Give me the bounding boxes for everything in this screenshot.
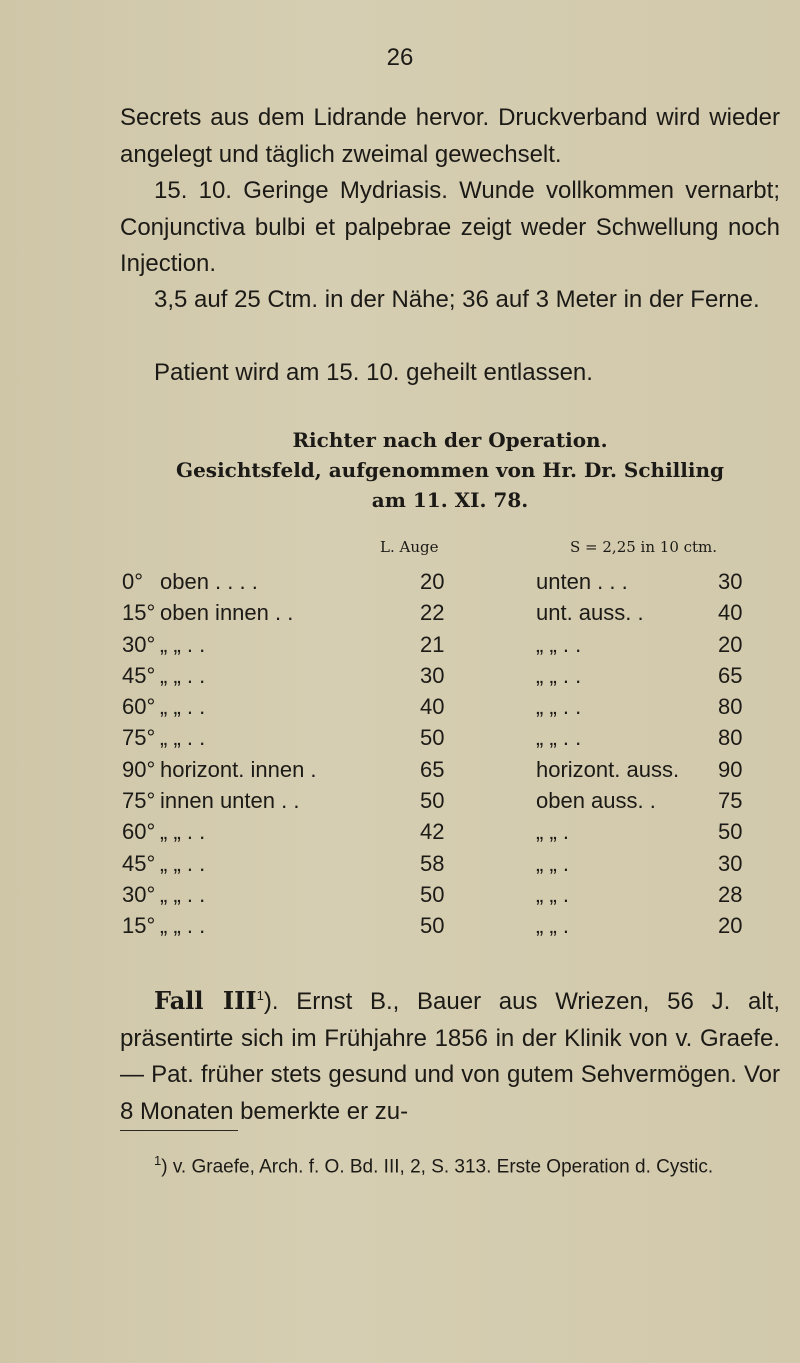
visual-field-table: [122, 566, 782, 942]
angle-cell: 30°: [122, 631, 156, 657]
value-cell-2: 75: [718, 788, 743, 814]
value-cell: 22: [420, 600, 445, 626]
angle-cell: 75°: [122, 725, 156, 751]
angle-cell: 0°: [122, 569, 144, 594]
direction-cell-2: „ „ . .: [536, 631, 582, 657]
angle-cell: 60°: [122, 819, 156, 845]
direction-cell-2: „ „ . .: [536, 725, 582, 751]
value-cell-2: 30: [718, 569, 743, 594]
angle-cell: 15°: [122, 600, 156, 626]
direction-cell: horizont. innen .: [160, 756, 317, 782]
table-row: [122, 910, 782, 941]
value-cell-2: 28: [718, 881, 743, 907]
angle-cell: 30°: [122, 881, 156, 907]
direction-cell: „ „ . .: [160, 913, 206, 939]
direction-cell-2: „ „ . .: [536, 694, 582, 720]
value-cell-2: 20: [718, 913, 743, 939]
direction-cell-2: unt. auss. .: [536, 600, 644, 626]
direction-cell-2: „ „ .: [536, 819, 569, 845]
value-cell-2: 80: [718, 725, 743, 751]
direction-cell: „ „ . .: [160, 819, 206, 845]
angle-cell: 75°: [122, 788, 156, 814]
footnote-divider: [120, 1130, 238, 1131]
value-cell-2: 90: [718, 756, 743, 782]
direction-cell: „ „ . .: [160, 662, 206, 688]
direction-cell: „ „ . .: [160, 631, 206, 657]
direction-cell: oben innen . .: [160, 600, 294, 626]
angle-cell: 45°: [122, 850, 156, 876]
table-row: [122, 785, 782, 816]
direction-cell-2: „ „ . .: [536, 662, 582, 688]
value-cell: 65: [420, 756, 445, 782]
table-row: [122, 754, 782, 785]
value-cell: 21: [420, 631, 445, 657]
footnote-number: 1: [154, 1153, 162, 1168]
value-cell: 58: [420, 850, 445, 876]
value-cell-2: 50: [718, 819, 743, 845]
table-row: [122, 879, 782, 910]
direction-cell: „ „ . .: [160, 881, 206, 907]
value-cell: 50: [420, 788, 445, 814]
direction-cell: „ „ . .: [160, 725, 206, 751]
table-row: [122, 848, 782, 879]
angle-cell: 45°: [122, 662, 156, 688]
table-row: [122, 660, 782, 691]
table-title: Richter nach der Operation.: [292, 428, 608, 452]
value-cell-2: 80: [718, 694, 743, 720]
table-date: am 11. XI. 78.: [371, 488, 529, 512]
column-header-left-eye: L. Auge: [380, 538, 439, 556]
paragraph-visus: 3,5 auf 25 Ctm. in der Nähe; 36 auf 3 Meter in der Ferne.: [154, 286, 760, 313]
table-row: [122, 691, 782, 722]
direction-cell: oben . . . .: [160, 569, 258, 594]
angle-cell: 90°: [122, 756, 156, 782]
direction-cell-2: oben auss. .: [536, 788, 656, 814]
value-cell-2: 30: [718, 850, 743, 876]
value-cell-2: 40: [718, 600, 743, 626]
direction-cell: „ „ . .: [160, 850, 206, 876]
value-cell: 42: [420, 819, 445, 845]
table-row: [122, 566, 782, 597]
value-cell: 50: [420, 913, 445, 939]
direction-cell: innen unten . .: [160, 788, 300, 814]
value-cell: 40: [420, 694, 445, 720]
direction-cell-2: „ „ .: [536, 913, 569, 939]
direction-cell-2: „ „ .: [536, 881, 569, 907]
direction-cell-2: unten . . .: [536, 569, 628, 594]
value-cell: 30: [420, 662, 445, 688]
footnote: [120, 1146, 780, 1182]
value-cell-2: 65: [718, 662, 743, 688]
paragraph-fall-iii: [120, 978, 780, 1130]
table-row: [122, 597, 782, 628]
paragraph-15-10: 15. 10. Geringe Mydriasis. Wunde vollkommen vernarbt; Conjunctiva bulbi et palpebrae zeigt weder Schwellung noch Injection.: [120, 177, 780, 277]
direction-cell-2: horizont. auss.: [536, 756, 680, 782]
page-number: 26: [386, 44, 414, 71]
table-row: [122, 816, 782, 847]
table-row: [122, 722, 782, 753]
paragraph-secrets: Secrets aus dem Lidrande hervor. Druckverband wird wieder angelegt und täglich zweimal gewechselt.: [120, 104, 780, 168]
angle-cell: 15°: [122, 913, 156, 939]
table-subtitle: Gesichtsfeld, aufgenommen von Hr. Dr. Schilling: [176, 458, 724, 482]
direction-cell: „ „ . .: [160, 694, 206, 720]
value-cell: 20: [420, 569, 445, 594]
value-cell-2: 20: [718, 631, 743, 657]
column-header-acuity: S = 2,25 in 10 ctm.: [570, 538, 718, 556]
case-text: ). Ernst B., Bauer aus Wriezen, 56 J. alt, präsentirte sich im Frühjahre 1856 in der Klinik von v. Graefe. — Pat. früher stets gesund und von gutem Sehvermögen. Vor 8 Monaten bemerkte er zu-: [120, 988, 781, 1125]
angle-cell: 60°: [122, 694, 156, 720]
direction-cell-2: „ „ .: [536, 850, 569, 876]
table-row: [122, 629, 782, 660]
case-label: Fall III: [154, 986, 257, 1015]
footnote-reference: 1: [256, 988, 264, 1003]
footnote-text: ) v. Graefe, Arch. f. O. Bd. III, 2, S. 313. Erste Operation d. Cystic.: [161, 1156, 714, 1178]
value-cell: 50: [420, 881, 445, 907]
value-cell: 50: [420, 725, 445, 751]
paragraph-entlassen: Patient wird am 15. 10. geheilt entlassen.: [154, 359, 593, 386]
